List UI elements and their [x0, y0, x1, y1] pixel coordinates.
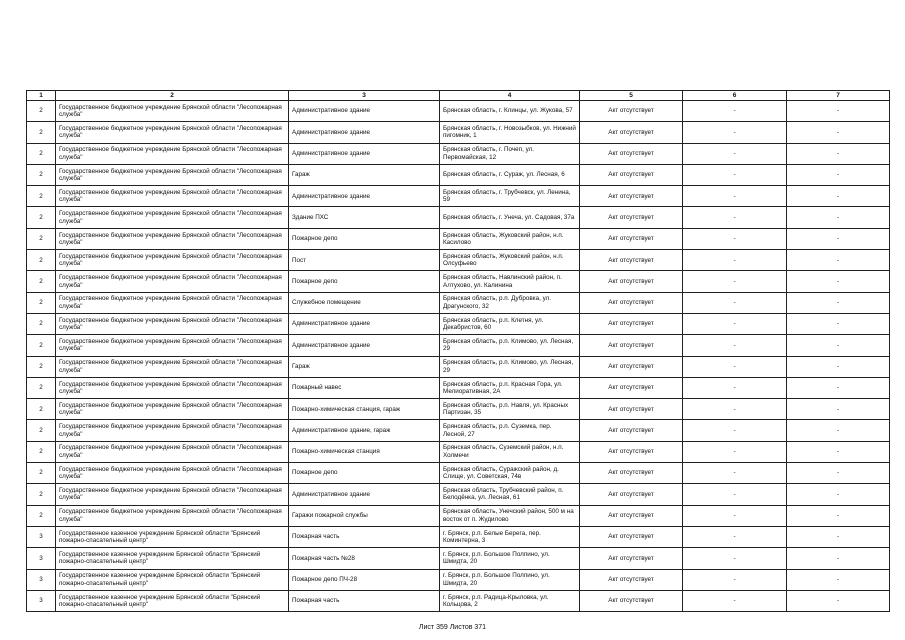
- table-row: [27, 548, 890, 569]
- row-number-cell: 2: [27, 377, 56, 398]
- address-cell: г. Брянск, р.п. Радица-Крыловка, ул. Кольцова, 2: [440, 590, 580, 611]
- column-header-4: 4: [440, 91, 580, 101]
- organization-cell: Государственное бюджетное учреждение Брянской области "Лесопожарная служба": [56, 335, 289, 356]
- object-cell: Административное здание: [289, 186, 440, 207]
- column-7-cell: -: [787, 186, 890, 207]
- address-cell: Брянская область, г. Клинцы, ул. Жукова, 57: [440, 101, 580, 122]
- row-number-cell: 2: [27, 271, 56, 292]
- table-row: [27, 207, 890, 228]
- address-cell: Брянская область, г. Почеп, ул. Первомайская, 12: [440, 143, 580, 164]
- object-cell: Пожарная часть №28: [289, 548, 440, 569]
- row-number-cell: 2: [27, 250, 56, 271]
- column-7-cell: -: [787, 569, 890, 590]
- act-status-cell: Акт отсутствует: [580, 186, 683, 207]
- table-row: [27, 186, 890, 207]
- address-cell: г. Брянск, р.п. Белые Берега, пер. Коминтерна, 3: [440, 526, 580, 547]
- organization-cell: Государственное казенное учреждение Брянской области "Брянский пожарно-спасательный центр": [56, 569, 289, 590]
- organization-cell: Государственное казенное учреждение Брянской области "Брянский пожарно-спасательный центр": [56, 590, 289, 611]
- page-footer: Лист 359 Листов 371: [418, 624, 487, 631]
- column-6-cell: -: [683, 164, 787, 185]
- object-cell: Административное здание, гараж: [289, 420, 440, 441]
- organization-cell: Государственное бюджетное учреждение Брянской области "Лесопожарная служба": [56, 484, 289, 505]
- column-header-6: 6: [683, 91, 787, 101]
- row-number-cell: 2: [27, 228, 56, 249]
- column-7-cell: -: [787, 548, 890, 569]
- object-cell: Гараж: [289, 164, 440, 185]
- act-status-cell: Акт отсутствует: [580, 420, 683, 441]
- column-7-cell: -: [787, 207, 890, 228]
- row-number-cell: 2: [27, 292, 56, 313]
- act-status-cell: Акт отсутствует: [580, 548, 683, 569]
- row-number-cell: 2: [27, 313, 56, 334]
- row-number-cell: 2: [27, 207, 56, 228]
- row-number-cell: 2: [27, 399, 56, 420]
- row-number-cell: 2: [27, 420, 56, 441]
- table-row: [27, 335, 890, 356]
- object-cell: Пожарное депо: [289, 271, 440, 292]
- column-7-cell: -: [787, 505, 890, 526]
- act-status-cell: Акт отсутствует: [580, 313, 683, 334]
- object-cell: Административное здание: [289, 484, 440, 505]
- organization-cell: Государственное казенное учреждение Брянской области "Брянский пожарно-спасательный центр": [56, 526, 289, 547]
- address-cell: Брянская область, г. Сураж, ул. Лесная, 6: [440, 164, 580, 185]
- object-cell: Пожарное депо: [289, 228, 440, 249]
- column-6-cell: -: [683, 526, 787, 547]
- act-status-cell: Акт отсутствует: [580, 164, 683, 185]
- object-cell: Пожарное депо ПЧ-28: [289, 569, 440, 590]
- object-cell: Здание ПХС: [289, 207, 440, 228]
- address-cell: Брянская область, Унечский район, 500 м на восток от п. Жудилово: [440, 505, 580, 526]
- table-row: [27, 122, 890, 143]
- table-row: [27, 526, 890, 547]
- table-row: [27, 164, 890, 185]
- organization-cell: Государственное бюджетное учреждение Брянской области "Лесопожарная служба": [56, 143, 289, 164]
- table-row: [27, 463, 890, 484]
- column-6-cell: -: [683, 484, 787, 505]
- column-7-cell: -: [787, 271, 890, 292]
- column-6-cell: -: [683, 399, 787, 420]
- column-7-cell: -: [787, 590, 890, 611]
- table-row: [27, 250, 890, 271]
- act-status-cell: Акт отсутствует: [580, 441, 683, 462]
- column-7-cell: -: [787, 441, 890, 462]
- organization-cell: Государственное бюджетное учреждение Брянской области "Лесопожарная служба": [56, 377, 289, 398]
- organization-cell: Государственное бюджетное учреждение Брянской области "Лесопожарная служба": [56, 271, 289, 292]
- address-cell: Брянская область, г. Новозыбков, ул. Нижний пигомник, 1: [440, 122, 580, 143]
- column-6-cell: -: [683, 463, 787, 484]
- organization-cell: Государственное бюджетное учреждение Брянской области "Лесопожарная служба": [56, 207, 289, 228]
- row-number-cell: 2: [27, 441, 56, 462]
- column-header-5: 5: [580, 91, 683, 101]
- act-status-cell: Акт отсутствует: [580, 484, 683, 505]
- column-6-cell: -: [683, 420, 787, 441]
- address-cell: Брянская область, Жуковский район, н.п. Касилово: [440, 228, 580, 249]
- column-7-cell: -: [787, 228, 890, 249]
- row-number-cell: 2: [27, 484, 56, 505]
- row-number-cell: 2: [27, 122, 56, 143]
- organization-cell: Государственное бюджетное учреждение Брянской области "Лесопожарная служба": [56, 313, 289, 334]
- act-status-cell: Акт отсутствует: [580, 335, 683, 356]
- object-cell: Административное здание: [289, 313, 440, 334]
- organization-cell: Государственное бюджетное учреждение Брянской области "Лесопожарная служба": [56, 420, 289, 441]
- organization-cell: Государственное бюджетное учреждение Брянской области "Лесопожарная служба": [56, 399, 289, 420]
- act-status-cell: Акт отсутствует: [580, 526, 683, 547]
- object-cell: Пожарный навес: [289, 377, 440, 398]
- column-6-cell: -: [683, 377, 787, 398]
- row-number-cell: 2: [27, 463, 56, 484]
- column-header-3: 3: [289, 91, 440, 101]
- address-cell: Брянская область, Суражский район, д. Слище, ул. Советская, 74в: [440, 463, 580, 484]
- column-7-cell: -: [787, 526, 890, 547]
- table-row: [27, 313, 890, 334]
- address-cell: Брянская область, Жуковский район, н.п. Олсуфьево: [440, 250, 580, 271]
- act-status-cell: Акт отсутствует: [580, 356, 683, 377]
- act-status-cell: Акт отсутствует: [580, 207, 683, 228]
- column-7-cell: -: [787, 292, 890, 313]
- table-row: [27, 441, 890, 462]
- table-row: [27, 143, 890, 164]
- organization-cell: Государственное бюджетное учреждение Брянской области "Лесопожарная служба": [56, 228, 289, 249]
- organization-cell: Государственное бюджетное учреждение Брянской области "Лесопожарная служба": [56, 292, 289, 313]
- address-cell: Брянская область, р.п. Климово, ул. Лесная, 29: [440, 356, 580, 377]
- object-cell: Пожарно-химическая станция: [289, 441, 440, 462]
- address-cell: Брянская область, Трубчевский район, п. Белодёнка, ул. Лесная, 61: [440, 484, 580, 505]
- address-cell: Брянская область, г. Трубчевск, ул. Ленина, 59: [440, 186, 580, 207]
- row-number-cell: 2: [27, 164, 56, 185]
- organization-cell: Государственное бюджетное учреждение Брянской области "Лесопожарная служба": [56, 122, 289, 143]
- object-cell: Пожарное депо: [289, 463, 440, 484]
- act-status-cell: Акт отсутствует: [580, 463, 683, 484]
- row-number-cell: 3: [27, 526, 56, 547]
- act-status-cell: Акт отсутствует: [580, 569, 683, 590]
- column-6-cell: -: [683, 356, 787, 377]
- column-7-cell: -: [787, 377, 890, 398]
- address-cell: Брянская область, р.п. Клетня, ул. Декабристов, 60: [440, 313, 580, 334]
- column-6-cell: -: [683, 292, 787, 313]
- column-7-cell: -: [787, 313, 890, 334]
- object-cell: Пожарная часть: [289, 526, 440, 547]
- organization-cell: Государственное бюджетное учреждение Брянской области "Лесопожарная служба": [56, 164, 289, 185]
- row-number-cell: 2: [27, 143, 56, 164]
- column-6-cell: -: [683, 271, 787, 292]
- row-number-cell: 3: [27, 590, 56, 611]
- column-7-cell: -: [787, 164, 890, 185]
- data-table: [26, 90, 890, 612]
- act-status-cell: Акт отсутствует: [580, 122, 683, 143]
- table-row: [27, 356, 890, 377]
- row-number-cell: 2: [27, 505, 56, 526]
- table-row: [27, 399, 890, 420]
- table-row: [27, 101, 890, 122]
- column-header-7: 7: [787, 91, 890, 101]
- table-row: [27, 292, 890, 313]
- column-7-cell: -: [787, 484, 890, 505]
- act-status-cell: Акт отсутствует: [580, 377, 683, 398]
- address-cell: Брянская область, р.п. Суземка, пер. Лесной, 27: [440, 420, 580, 441]
- column-6-cell: -: [683, 122, 787, 143]
- address-cell: Брянская область, р.п. Красная Гора, ул. Мелиоративная, 2А: [440, 377, 580, 398]
- table-row: [27, 271, 890, 292]
- row-number-cell: 2: [27, 101, 56, 122]
- table-row: [27, 420, 890, 441]
- address-cell: Брянская область, р.п. Дубровка, ул. Драгунского, 32: [440, 292, 580, 313]
- address-cell: Брянская область, р.п. Навля, ул. Красных Партизан, 35: [440, 399, 580, 420]
- column-6-cell: -: [683, 143, 787, 164]
- object-cell: Административное здание: [289, 335, 440, 356]
- column-7-cell: -: [787, 399, 890, 420]
- column-6-cell: -: [683, 441, 787, 462]
- organization-cell: Государственное бюджетное учреждение Брянской области "Лесопожарная служба": [56, 186, 289, 207]
- act-status-cell: Акт отсутствует: [580, 505, 683, 526]
- column-6-cell: -: [683, 228, 787, 249]
- column-6-cell: -: [683, 101, 787, 122]
- act-status-cell: Акт отсутствует: [580, 292, 683, 313]
- table-row: [27, 228, 890, 249]
- column-6-cell: -: [683, 548, 787, 569]
- organization-cell: Государственное бюджетное учреждение Брянской области "Лесопожарная служба": [56, 505, 289, 526]
- column-7-cell: -: [787, 143, 890, 164]
- object-cell: Пожарная часть: [289, 590, 440, 611]
- object-cell: Административное здание: [289, 101, 440, 122]
- row-number-cell: 3: [27, 569, 56, 590]
- organization-cell: Государственное казенное учреждение Брянской области "Брянский пожарно-спасательный центр": [56, 548, 289, 569]
- organization-cell: Государственное бюджетное учреждение Брянской области "Лесопожарная служба": [56, 441, 289, 462]
- organization-cell: Государственное бюджетное учреждение Брянской области "Лесопожарная служба": [56, 356, 289, 377]
- object-cell: Пожарно-химическая станция, гараж: [289, 399, 440, 420]
- column-7-cell: -: [787, 101, 890, 122]
- object-cell: Служебное помещение: [289, 292, 440, 313]
- column-7-cell: -: [787, 122, 890, 143]
- act-status-cell: Акт отсутствует: [580, 228, 683, 249]
- column-6-cell: -: [683, 186, 787, 207]
- row-number-cell: 2: [27, 356, 56, 377]
- column-7-cell: -: [787, 335, 890, 356]
- table-row: [27, 505, 890, 526]
- act-status-cell: Акт отсутствует: [580, 590, 683, 611]
- row-number-cell: 2: [27, 186, 56, 207]
- address-cell: г. Брянск, р.п. Большое Полпино, ул. Шмидта, 20: [440, 569, 580, 590]
- column-6-cell: -: [683, 250, 787, 271]
- table-row: [27, 590, 890, 611]
- object-cell: Административное здание: [289, 143, 440, 164]
- table-row: [27, 484, 890, 505]
- organization-cell: Государственное бюджетное учреждение Брянской области "Лесопожарная служба": [56, 250, 289, 271]
- column-6-cell: -: [683, 569, 787, 590]
- address-cell: Брянская область, Суземский район, н.п. Холмечи: [440, 441, 580, 462]
- act-status-cell: Акт отсутствует: [580, 143, 683, 164]
- object-cell: Гараж: [289, 356, 440, 377]
- column-6-cell: -: [683, 590, 787, 611]
- organization-cell: Государственное бюджетное учреждение Брянской области "Лесопожарная служба": [56, 463, 289, 484]
- column-6-cell: -: [683, 505, 787, 526]
- row-number-cell: 2: [27, 335, 56, 356]
- column-7-cell: -: [787, 420, 890, 441]
- column-7-cell: -: [787, 250, 890, 271]
- table-row: [27, 569, 890, 590]
- address-cell: Брянская область, Навлинский район, п. Алтухово, ул. Калинина: [440, 271, 580, 292]
- act-status-cell: Акт отсутствует: [580, 250, 683, 271]
- object-cell: Гаражи пожарной службы: [289, 505, 440, 526]
- table-row: [27, 377, 890, 398]
- object-cell: Пост: [289, 250, 440, 271]
- column-6-cell: -: [683, 335, 787, 356]
- act-status-cell: Акт отсутствует: [580, 271, 683, 292]
- column-header-2: 2: [56, 91, 289, 101]
- column-7-cell: -: [787, 463, 890, 484]
- object-cell: Административное здание: [289, 122, 440, 143]
- organization-cell: Государственное бюджетное учреждение Брянской области "Лесопожарная служба": [56, 101, 289, 122]
- column-header-1: 1: [27, 91, 56, 101]
- address-cell: Брянская область, р.п. Климово, ул. Лесная, 29: [440, 335, 580, 356]
- act-status-cell: Акт отсутствует: [580, 101, 683, 122]
- column-7-cell: -: [787, 356, 890, 377]
- act-status-cell: Акт отсутствует: [580, 399, 683, 420]
- column-6-cell: -: [683, 207, 787, 228]
- row-number-cell: 3: [27, 548, 56, 569]
- header-row: [27, 91, 890, 101]
- address-cell: Брянская область, г. Унеча, ул. Садовая, 37а: [440, 207, 580, 228]
- table-body: [27, 101, 890, 612]
- column-6-cell: -: [683, 313, 787, 334]
- address-cell: г. Брянск, р.п. Большое Полпино, ул. Шмидта, 20: [440, 548, 580, 569]
